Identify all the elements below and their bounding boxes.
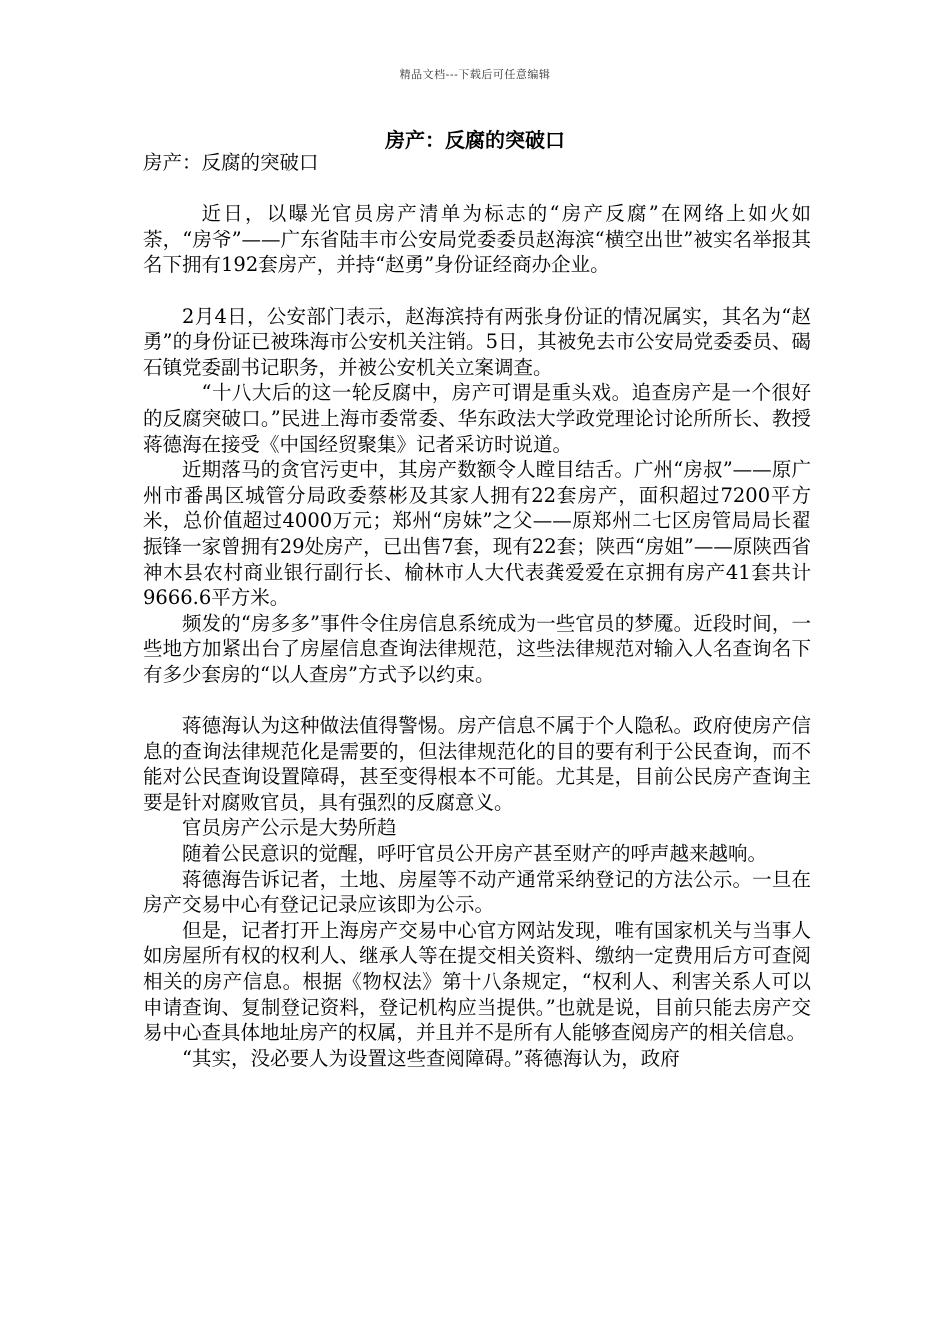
paragraph: 但是，记者打开上海房产交易中心官方网站发现，唯有国家机关与当事人如房屋所有权的权利人、继承人等在提交相关资料、缴纳一定费用后方可查阅相关的房产信息。根据《物权法》第十八条规定，“权利人、利害关系人可以申请查询、复制登记资料，登记机构应当提供。”也就是说，目前只能去房产交易中心查具体地址房产的权属，并且并不是所有人能够查阅房产的相关信息。 (143, 918, 811, 1045)
paragraph: “其实，没必要人为设置这些查阅障碍。”蒋德海认为，政府 (182, 1046, 680, 1070)
subtitle-line: 房产：反腐的突破口 (143, 151, 319, 174)
paragraph: 随着公民意识的觉醒，呼吁官员公开房产甚至财产的呼声越来越响。 (182, 842, 768, 866)
paragraph: 蒋德海认为这种做法值得警惕。房产信息不属于个人隐私。政府使房产信息的查询法律规范化是需要的，但法律规范化的目的要有利于公民查询，而不能对公民查询设置障碍，甚至变得根本不可能。尤其是，目前公民房产查询主要是针对腐败官员，具有强烈的反腐意义。 (143, 714, 811, 814)
paragraph: 2月4日，公安部门表示，赵海滨持有两张身份证的情况属实，其名为“赵勇”的身份证已被珠海市公安机关注销。5日，其被免去市公安局党委委员、碣石镇党委副书记职务，并被公安机关立案调查。 (143, 304, 811, 379)
document-body (143, 150, 811, 1071)
paragraph: 近期落马的贪官污吏中，其房产数额令人瞠目结舌。广州“房叔”——原广州市番禺区城管分局政委蔡彬及其家人拥有22套房产，面积超过7200平方米，总价值超过4000万元；郑州“房妹”之父——原郑州二七区房管局局长翟振锋一家曾拥有29处房产，已出售7套，现有22套；陕西“房姐”——原陕西省神木县农村商业银行副行长、榆林市人大代表龚爱爱在京拥有房产41套共计9666.6平方米。 (143, 458, 811, 610)
paragraph: “十八大后的这一轮反腐中，房产可谓是重头戏。追查房产是一个很好的反腐突破口。”民进上海市委常委、华东政法大学政党理论讨论所所长、教授蒋德海在接受《中国经贸聚集》记者采访时说道。 (143, 381, 811, 456)
document-title: 房产：反腐的突破口 (385, 128, 565, 152)
section-heading: 官员房产公示是大势所趋 (182, 816, 397, 840)
paragraph: 近日，以曝光官员房产清单为标志的“房产反腐”在网络上如火如荼，“房爷”——广东省陆丰市公安局党委委员赵海滨“横空出世”被实名举报其名下拥有192套房产，并持“赵勇”身份证经商办企业。 (143, 202, 811, 277)
paragraph: 频发的“房多多”事件令住房信息系统成为一些官员的梦魇。近段时间，一些地方加紧出台了房屋信息查询法律规范，这些法律规范对输入人名查询名下有多少套房的“以人查房”方式予以约束。 (143, 611, 811, 686)
header-note: 精品文档---下载后可任意编辑 (399, 68, 551, 81)
paragraph: 蒋德海告诉记者，土地、房屋等不动产通常采纳登记的方法公示。一旦在房产交易中心有登记记录应该即为公示。 (143, 867, 811, 917)
